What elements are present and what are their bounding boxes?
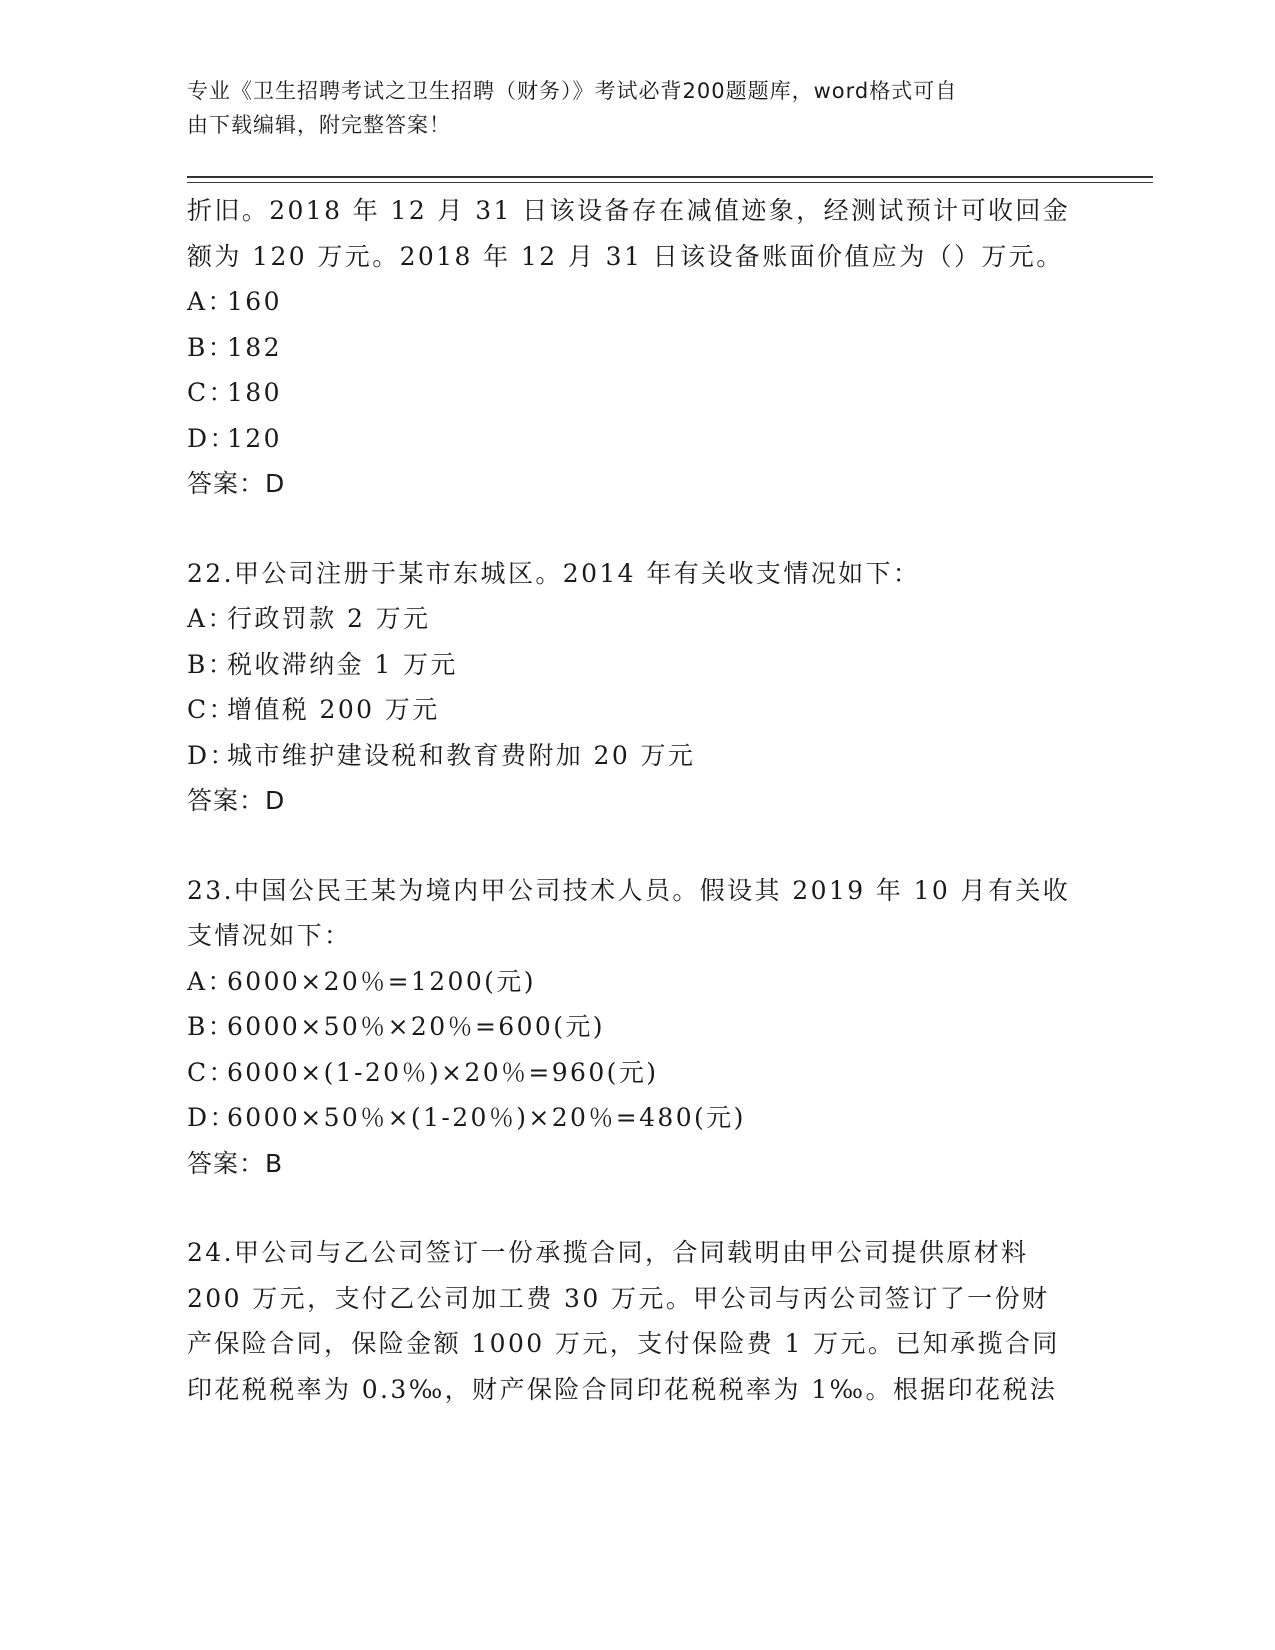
answer-line: 答案：B [187, 1148, 284, 1178]
option-key: A： [187, 966, 235, 996]
answer-line: 答案：D [187, 469, 286, 498]
option-b [187, 642, 1087, 688]
option-text: 城市维护建设税和教育费附加 20 万元 [227, 740, 696, 770]
option-b [187, 325, 1087, 371]
question-stem-line: 印花税税率为 0.3‰，财产保险合同印花税税率为 1‰。根据印花税法 [187, 1374, 1058, 1404]
answer-line: 答案：D [187, 786, 286, 815]
question-23 [187, 868, 1087, 1187]
option-key: C： [187, 378, 236, 407]
option-text: 6000×20％=1200(元) [227, 966, 536, 996]
header-divider-thin [187, 182, 1153, 183]
option-text: 120 [227, 423, 282, 453]
option-text: 行政罚款 2 万元 [227, 604, 431, 633]
option-key: C： [187, 1057, 236, 1087]
spacer [187, 507, 1087, 551]
option-a [187, 279, 1087, 325]
option-a [187, 596, 1087, 642]
option-c [187, 1050, 1087, 1096]
question-stem-line: 23.中国公民王某为境内甲公司技术人员。假设其 2019 年 10 月有关收 [187, 875, 1071, 905]
option-b [187, 1004, 1087, 1050]
option-d [187, 416, 1087, 462]
question-stem-line: 支情况如下： [187, 921, 352, 950]
option-text: 6000×50％×20％=600(元) [227, 1012, 605, 1041]
question-stem-line: 24.甲公司与乙公司签订一份承揽合同，合同载明由甲公司提供原材料 [187, 1238, 1029, 1267]
option-key: A： [187, 604, 235, 633]
option-key: A： [187, 287, 235, 316]
question-stem-line: 22.甲公司注册于某市东城区。2014 年有关收支情况如下： [187, 558, 921, 588]
option-key: D： [187, 1103, 237, 1132]
header-divider-thick [187, 176, 1153, 178]
option-key: B： [187, 332, 236, 362]
header-title-line-2: 由下载编辑，附完整答案！ [187, 113, 451, 137]
document-header [187, 74, 1067, 142]
option-text: 增值税 200 万元 [227, 695, 440, 724]
question-stem-line: 额为 120 万元。2018 年 12 月 31 日该设备账面价值应为（）万元。 [187, 241, 1064, 271]
question-21 [187, 188, 1087, 507]
spacer [187, 824, 1087, 868]
question-stem-line: 折旧。2018 年 12 月 31 日该设备存在减值迹象，经测试预计可收回金 [187, 196, 1071, 225]
header-title-line-1: 专业《卫生招聘考试之卫生招聘（财务）》考试必背200题题库，word格式可自 [187, 79, 958, 103]
option-text: 税收滞纳金 1 万元 [227, 649, 458, 679]
option-key: B： [187, 1012, 236, 1041]
option-text: 6000×50％×(1-20％)×20％=480(元) [227, 1103, 746, 1132]
option-key: D： [187, 423, 237, 453]
option-a [187, 959, 1087, 1005]
option-text: 180 [227, 378, 282, 407]
option-d [187, 1095, 1087, 1141]
option-c [187, 687, 1087, 733]
question-22 [187, 551, 1087, 824]
question-stem-line: 200 万元，支付乙公司加工费 30 万元。甲公司与丙公司签订了一份财 [187, 1283, 1050, 1313]
option-key: B： [187, 649, 236, 679]
document-body [187, 188, 1087, 1412]
option-d [187, 733, 1087, 779]
spacer [187, 1186, 1087, 1230]
option-text: 182 [227, 332, 282, 362]
question-24 [187, 1230, 1087, 1412]
question-stem-line: 产保险合同，保险金额 1000 万元，支付保险费 1 万元。已知承揽合同 [187, 1329, 1060, 1358]
option-key: D： [187, 740, 237, 770]
option-text: 160 [227, 287, 282, 316]
option-text: 6000×(1-20％)×20％=960(元) [227, 1057, 659, 1087]
option-c [187, 370, 1087, 416]
option-key: C： [187, 695, 236, 724]
